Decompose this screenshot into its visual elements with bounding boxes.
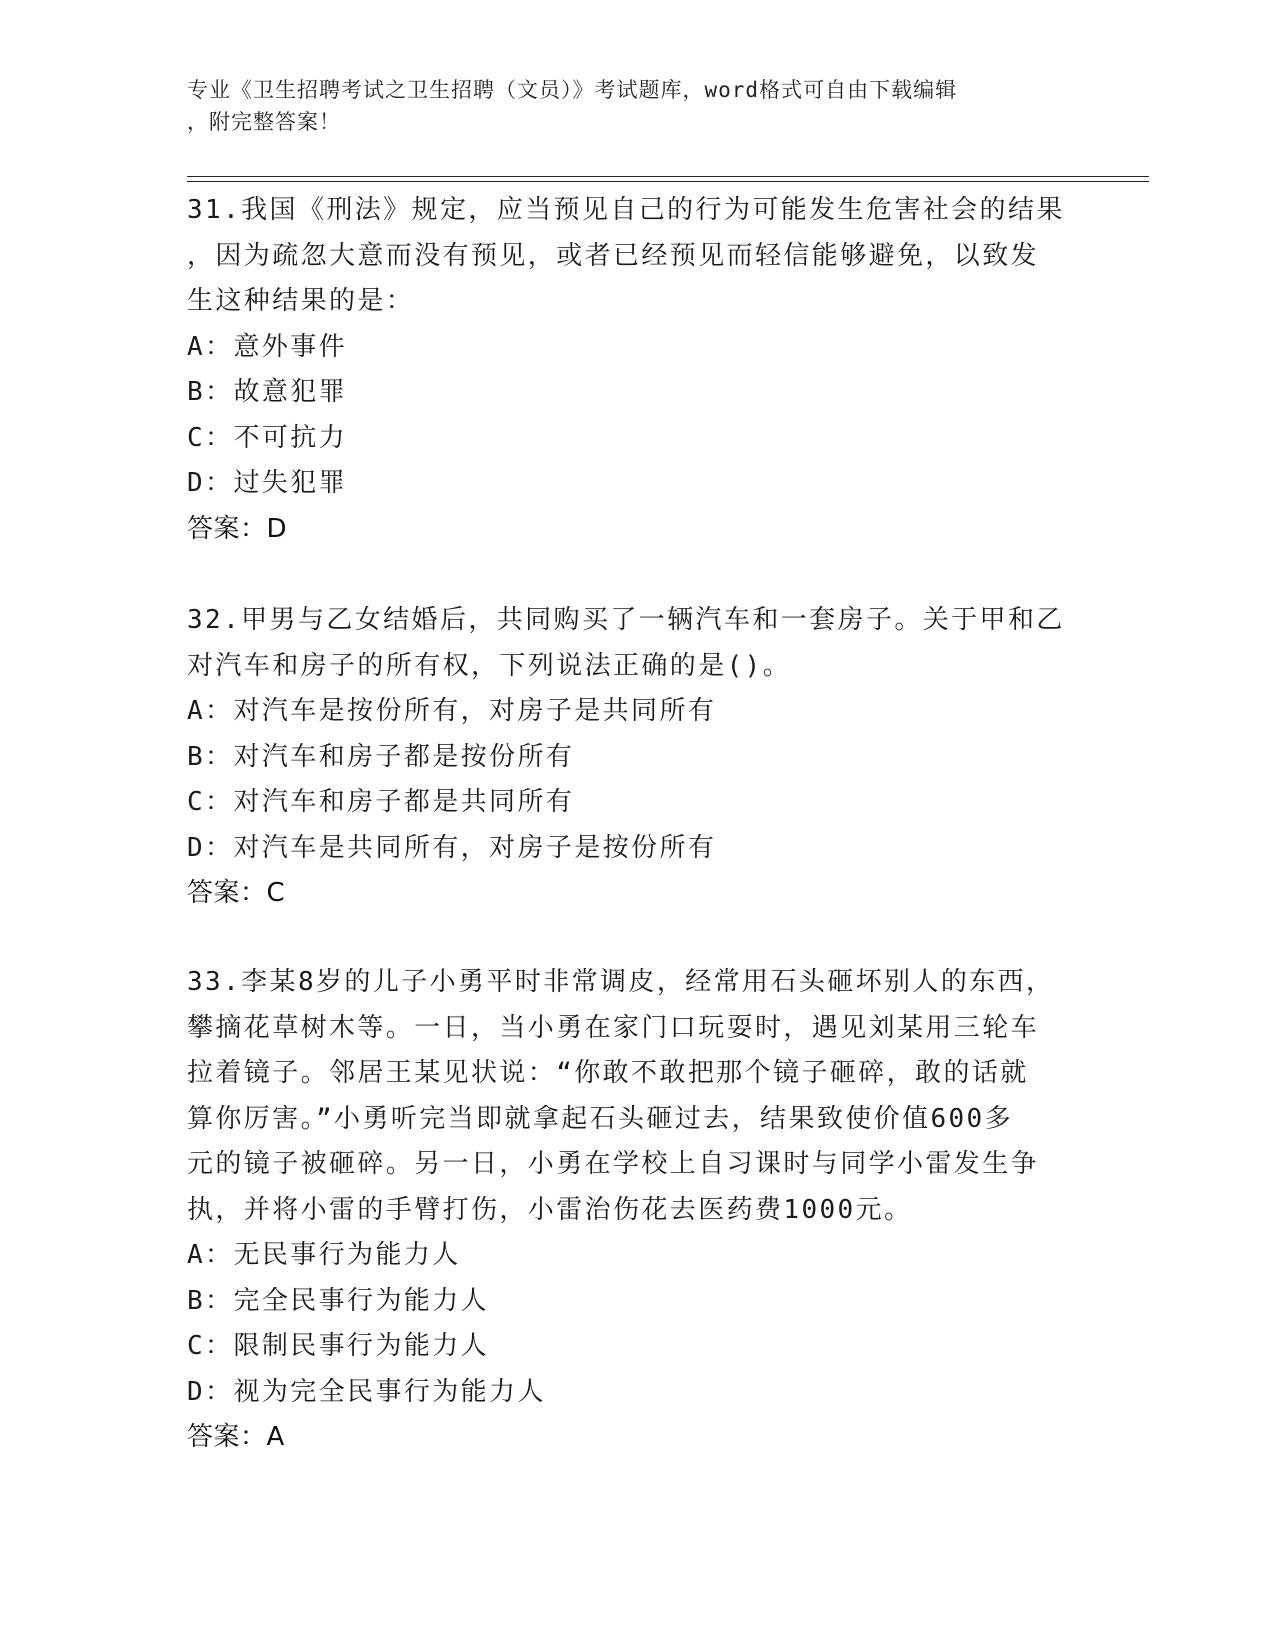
stem-line: 执，并将小雷的手臂打伤，小雷治伤花去医药费1000元。 [187,1194,913,1225]
stem-line: 拉着镜子。邻居王某见状说：“你敢不敢把那个镜子砸碎，敢的话就 [187,1058,1029,1088]
option-a: A：无民事行为能力人 [187,1240,461,1270]
stem-line: 对汽车和房子的所有权，下列说法正确的是()。 [187,650,792,681]
option-d: D：过失犯罪 [187,468,348,498]
answer-label: 答案：A [187,1422,285,1452]
stem-line: 生这种结果的是： [187,286,415,316]
option-c: C：限制民事行为能力人 [187,1331,490,1361]
option-a: A：意外事件 [187,331,348,362]
question-32 [187,598,1087,917]
option-c: C：对汽车和房子都是共同所有 [187,787,575,817]
stem-line: 算你厉害。”小勇听完当即就拿起石头砸过去，结果致使价值600多 [187,1103,1014,1134]
header-line-1: 专业《卫生招聘考试之卫生招聘（文员）》考试题库，word格式可自由下载编辑 [187,78,958,102]
option-b: B：完全民事行为能力人 [187,1285,490,1316]
stem-line: 元的镜子被砸碎。另一日，小勇在学校上自习课时与同学小雷发生争 [187,1149,1040,1179]
answer-label: 答案：D [187,513,288,544]
answer-label: 答案：C [187,878,286,908]
question-33 [187,960,1087,1461]
stem-line: 攀摘花草树木等。一日，当小勇在家门口玩耍时，遇见刘某用三轮车 [187,1012,1040,1043]
document-header [187,74,1067,138]
stem-line: 31.我国《刑法》规定，应当预见自己的行为可能发生危害社会的结果 [187,195,1065,225]
stem-line: 33.李某8岁的儿子小勇平时非常调皮，经常用石头砸坏别人的东西， [187,967,1055,997]
header-divider-top [187,176,1149,177]
option-d: D：视为完全民事行为能力人 [187,1376,546,1407]
question-stem [187,598,1087,689]
stem-line: ，因为疏忽大意而没有预见，或者已经预见而轻信能够避免，以致发 [187,240,1040,271]
question-stem [187,960,1087,1233]
question-31 [187,188,1087,552]
header-divider-bottom [187,181,1149,182]
question-stem [187,188,1087,325]
option-d: D：对汽车是共同所有，对房子是按份所有 [187,832,717,863]
option-b: B：对汽车和房子都是按份所有 [187,741,575,772]
option-c: C：不可抗力 [187,422,348,453]
option-a: A：对汽车是按份所有，对房子是共同所有 [187,696,717,726]
header-line-2: ，附完整答案！ [187,110,341,134]
option-b: B：故意犯罪 [187,377,348,407]
stem-line: 32.甲男与乙女结婚后，共同购买了一辆汽车和一套房子。关于甲和乙 [187,605,1065,635]
